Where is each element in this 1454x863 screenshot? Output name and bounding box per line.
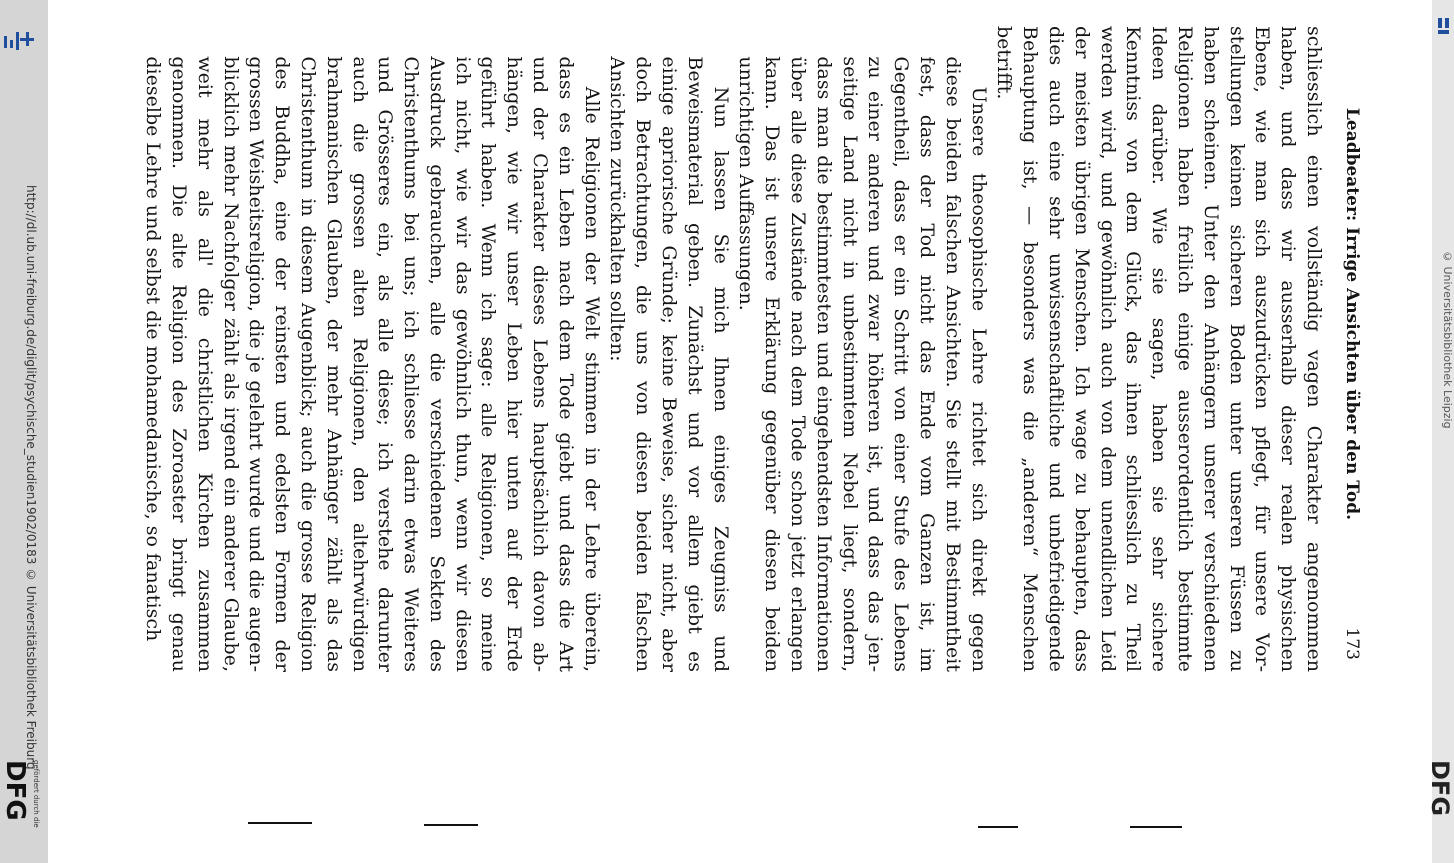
text-line: Religionen haben freilich einige ausserordentlich bestimmte bbox=[1174, 26, 1197, 672]
paragraph bbox=[991, 26, 1326, 672]
text-line: ich nicht, wie wir das gewöhnlich thun, wenn wir diesen bbox=[451, 56, 474, 672]
text-line: haben, und dass wir ausserhalb dieser realen physischen bbox=[1277, 26, 1300, 672]
text-line: grossen Weisheitsreligion, die je gelehrt wurde und die augen- bbox=[245, 56, 268, 672]
book-page bbox=[142, 10, 1370, 678]
text-line: kann. Das ist unsere Erklärung gegenüber diesen beiden bbox=[761, 56, 784, 672]
text-line: dass man die bestimmtesten und eingehendsten Informationen bbox=[812, 56, 835, 672]
text-line: stellungen keinen sicheren Boden unter unseren Füssen zu bbox=[1225, 26, 1248, 672]
text-line: und der Charakter dieses Lebens hauptsächlich davon ab- bbox=[529, 56, 552, 672]
funder-caption: gefördert durch die bbox=[32, 760, 40, 828]
copyright-left: © Universitätsbibliothek Freiburg bbox=[24, 568, 38, 770]
text-line: Nun lassen Sie mich Ihnen einiges Zeugniss und bbox=[709, 86, 732, 672]
text-line: Behauptung ist, — besonders was die „anderen“ Menschen bbox=[1019, 26, 1042, 672]
text-line: der meisten übrigen Menschen. Ich wage zu behaupten, dass bbox=[1070, 26, 1093, 672]
right-sidebar bbox=[1426, 0, 1454, 863]
dfg-logo-text: DFG bbox=[0, 760, 30, 821]
text-line: Unsere theosophische Lehre richtet sich direkt gegen bbox=[967, 86, 990, 672]
text-line: Ideen darüber. Wie sie sagen, haben sie sehr sichere bbox=[1148, 26, 1171, 672]
paragraph bbox=[139, 26, 603, 672]
scan-mark bbox=[424, 824, 478, 826]
text-line: Alle Religionen der Welt stimmen in der Lehre überein, bbox=[580, 86, 603, 672]
text-line: genommen. Die alte Religion des Zoroaster bringt genau bbox=[167, 56, 190, 672]
dfg-logo-text: DFG bbox=[1426, 760, 1454, 817]
running-title: Leadbeater: Irrige Ansichten über den Tod. bbox=[1342, 107, 1362, 521]
text-line: dass es ein Leben nach dem Tode giebt und dass die Art bbox=[554, 56, 577, 672]
text-line: fest, dass der Tod nicht das Ende vom Ganzen ist, im bbox=[916, 56, 939, 672]
text-line: brahmanischen Glauben, der mehr Anhänger zählt als das bbox=[322, 56, 345, 672]
text-line: Gegentheil, dass er ein Schritt von einer Stufe des Lebens bbox=[890, 56, 913, 672]
scan-mark bbox=[1130, 826, 1182, 828]
text-line: des Buddha, eine der reinsten und edelsten Formen der bbox=[271, 56, 294, 672]
text-line: werden wird, und gewöhnlich auch von dem unendlichen Leid bbox=[1096, 26, 1119, 672]
text-line: blicklich mehr Nachfolger zählt als irgend ein anderer Glaube, bbox=[219, 56, 242, 672]
text-line: einige apriorische Gründe; keine Beweise, sicher nicht, aber bbox=[658, 56, 681, 672]
text-line: Kenntniss von dem Glück, das ihnen schliesslich zu Theil bbox=[1122, 26, 1145, 672]
text-line: Ebene, wie man sich auszudrücken pflegt, für unsere Vor- bbox=[1251, 26, 1274, 672]
scanned-page-viewport bbox=[142, 10, 1370, 690]
text-line: schliesslich einen vollständig vagen Charakter angenommen bbox=[1303, 26, 1325, 672]
text-line: unrichtigen Auffassungen. bbox=[735, 56, 758, 311]
scan-mark bbox=[978, 826, 1018, 828]
text-line: geführt haben. Wenn ich sage: alle Religionen, so meine bbox=[477, 56, 500, 672]
text-line: zu einer anderen und zwar höheren ist, und dass das jen- bbox=[864, 56, 887, 672]
page-header bbox=[1334, 28, 1370, 660]
text-line: Ausdruck gebrauchen, alle die verschiedenen Sekten des bbox=[425, 56, 448, 672]
text-line: über alle diese Zustände nach dem Tode schon jetzt erlangen bbox=[787, 56, 810, 672]
library-logo-icon bbox=[1436, 14, 1452, 40]
text-line: Christenthums bei uns; ich schliesse darin etwas Weiteres bbox=[400, 56, 423, 672]
text-line: weit mehr als all' die christlichen Kirchen zusammen bbox=[193, 56, 216, 672]
paragraph bbox=[733, 26, 991, 672]
scan-mark bbox=[248, 822, 312, 824]
text-line: Beweismaterial geben. Zunächst und vor allem giebt es bbox=[683, 56, 706, 672]
text-line: diese beiden falschen Ansichten. Sie stellt mit Bestimmtheit bbox=[941, 56, 964, 672]
text-line: auch die grossen alten Religionen, den altehrwürdigen bbox=[348, 56, 371, 672]
paragraph bbox=[604, 26, 733, 672]
text-line: betrifft. bbox=[993, 26, 1016, 100]
text-line: haben scheinen. Unter den Anhängern unserer verschiedenen bbox=[1199, 26, 1222, 672]
library-logo-icon bbox=[2, 28, 42, 54]
text-line: Christenthum in diesem Augenblick; auch die grosse Religion bbox=[296, 56, 319, 672]
left-sidebar bbox=[0, 0, 48, 863]
text-line: dies auch eine sehr unwissenschaftliche und unbefriedigende bbox=[1045, 26, 1068, 672]
text-line: und Grösseres ein, als alle diese; ich verstehe darunter bbox=[374, 56, 397, 672]
text-line: hängen, wie wir unser Leben hier unten auf der Erde bbox=[503, 56, 526, 672]
copyright-right: © Universitätsbibliothek Leipzig bbox=[1441, 250, 1454, 429]
text-line: Ansichten zurückhalten sollten: bbox=[606, 56, 629, 362]
text-line: seitige Land nicht in unbestimmtem Nebel liegt, sondern, bbox=[838, 56, 861, 672]
source-url[interactable]: http://dl.ub.uni-freiburg.de/diglit/psychische_studien1902/0183 © Universitätsbibliothek Freiburg bbox=[24, 185, 38, 770]
text-line: dieselbe Lehre und selbst die mohamedanische, so fanatisch bbox=[142, 56, 165, 642]
body-text bbox=[139, 26, 1326, 672]
page-number: 173 bbox=[1342, 627, 1362, 660]
dfg-logo bbox=[0, 760, 44, 860]
text-line: doch Betrachtungen, die uns von diesen beiden falschen bbox=[632, 56, 655, 672]
